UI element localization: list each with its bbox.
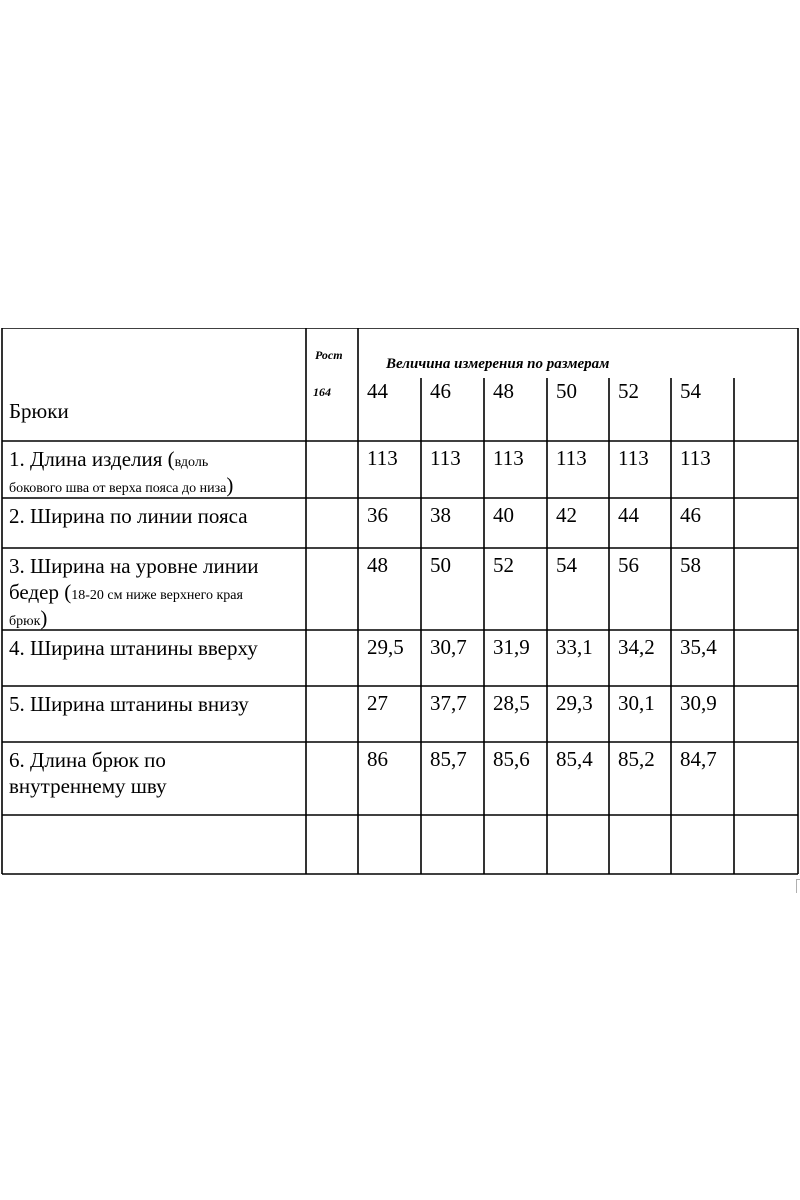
cell-value: 38 xyxy=(430,503,451,527)
cell-value: 58 xyxy=(680,553,701,577)
cell-value: 113 xyxy=(556,446,587,470)
cell-value: 31,9 xyxy=(493,635,530,659)
table-text xyxy=(9,348,717,798)
row-label-segment: 1. Длина изделия xyxy=(9,447,168,471)
cell-value: 29,3 xyxy=(556,691,593,715)
cell-value: 35,4 xyxy=(680,635,717,659)
row-label-line xyxy=(9,748,166,772)
row-label-line xyxy=(9,554,258,578)
cell-value: 30,9 xyxy=(680,691,717,715)
row-label-line xyxy=(9,692,249,716)
size-label: 46 xyxy=(430,379,451,403)
row-label-segment: бокового шва от верха пояса до низа xyxy=(9,481,227,496)
cell-value: 85,6 xyxy=(493,747,530,771)
size-label: 54 xyxy=(680,379,701,403)
size-label: 44 xyxy=(367,379,388,403)
cell-value: 28,5 xyxy=(493,691,530,715)
page-edge-mark xyxy=(796,879,800,893)
cell-value: 42 xyxy=(556,503,577,527)
cell-value: 48 xyxy=(367,553,388,577)
row-label-segment: ( xyxy=(167,447,175,471)
row-label-segment: 18-20 см ниже верхнего края xyxy=(71,588,243,603)
row-label-line xyxy=(9,774,167,798)
row-label-segment: 4. Ширина штанины вверху xyxy=(9,636,258,660)
cell-value: 85,4 xyxy=(556,747,593,771)
row-label-line xyxy=(9,504,248,528)
cell-value: 85,2 xyxy=(618,747,655,771)
cell-value: 30,7 xyxy=(430,635,467,659)
cell-value: 36 xyxy=(367,503,388,527)
cell-value: 56 xyxy=(618,553,639,577)
row-label-line xyxy=(9,473,233,497)
cell-value: 113 xyxy=(618,446,649,470)
cell-value: 34,2 xyxy=(618,635,655,659)
cell-value: 113 xyxy=(367,446,398,470)
cell-value: 50 xyxy=(430,553,451,577)
row-label-segment: брюк xyxy=(9,614,41,629)
size-label: 48 xyxy=(493,379,514,403)
row-label-segment: ) xyxy=(40,606,48,630)
size-label: 52 xyxy=(618,379,639,403)
row-label-line xyxy=(9,580,243,604)
cell-value: 40 xyxy=(493,503,514,527)
row-label-segment: ) xyxy=(226,473,234,497)
cell-value: 33,1 xyxy=(556,635,593,659)
cell-value: 86 xyxy=(367,747,388,771)
product-label: Брюки xyxy=(9,399,69,423)
cell-value: 37,7 xyxy=(430,691,467,715)
row-label-segment: бедер ( xyxy=(9,580,72,604)
cell-value: 27 xyxy=(367,691,388,715)
cell-value: 113 xyxy=(493,446,524,470)
sizes-header: Величина измерения по размерам xyxy=(386,356,610,372)
row-label-segment: 2. Ширина по линии пояса xyxy=(9,504,248,528)
cell-value: 30,1 xyxy=(618,691,655,715)
row-label-line xyxy=(9,447,208,471)
cell-value: 113 xyxy=(680,446,711,470)
cell-value: 84,7 xyxy=(680,747,717,771)
row-label-segment: вдоль xyxy=(174,455,209,470)
cell-value: 113 xyxy=(430,446,461,470)
height-value: 164 xyxy=(313,385,331,399)
cell-value: 29,5 xyxy=(367,635,404,659)
row-label-line xyxy=(9,606,47,630)
height-label: Рост xyxy=(315,348,343,362)
size-table xyxy=(0,328,800,876)
size-label: 50 xyxy=(556,379,577,403)
row-label-segment: внутреннему шву xyxy=(9,774,167,798)
row-label-segment: 6. Длина брюк по xyxy=(9,748,166,772)
row-label-segment: 3. Ширина на уровне линии xyxy=(9,554,259,578)
cell-value: 44 xyxy=(618,503,639,527)
cell-value: 85,7 xyxy=(430,747,467,771)
cell-value: 54 xyxy=(556,553,577,577)
row-label-segment: 5. Ширина штанины внизу xyxy=(9,692,249,716)
cell-value: 46 xyxy=(680,503,701,527)
cell-value: 52 xyxy=(493,553,514,577)
row-label-line xyxy=(9,636,258,660)
